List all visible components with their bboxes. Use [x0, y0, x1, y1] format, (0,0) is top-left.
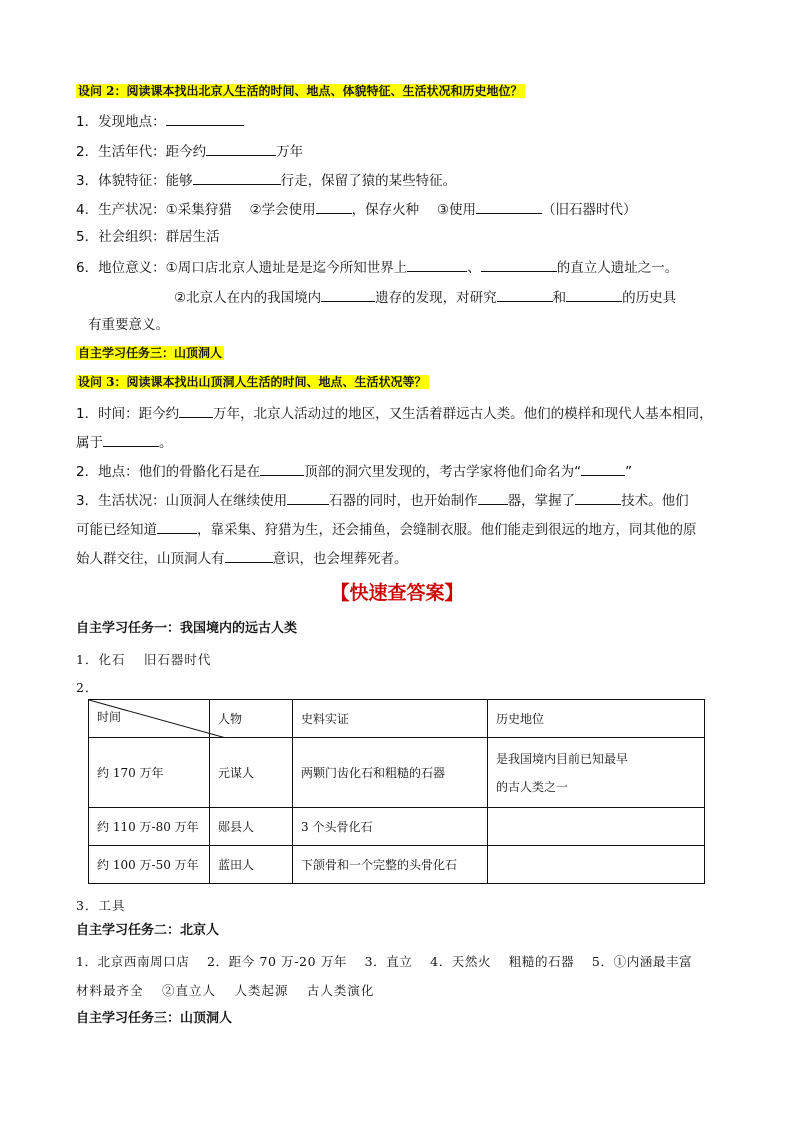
table-cell-evidence: 下颌骨和一个完整的头骨化石: [293, 846, 488, 884]
q2-line-5: 5．社会组织：群居生活: [76, 229, 220, 245]
q3-line-4: 3．生活状况：山顶洞人在继续使用 石器的同时，也开始制作 器，掌握了 技术。他们: [76, 490, 689, 510]
blank-field[interactable]: [497, 287, 553, 302]
blank-field[interactable]: [103, 432, 159, 447]
answer-2-line-1: 1．北京西南周口店 2．距今 70 万-20 万年 3．直立 4．天然火 粗糙的石器 5．①内涵最丰富: [76, 954, 693, 969]
q2-line-1: 1．发现地点：: [76, 111, 244, 131]
table-row: [89, 846, 705, 884]
q3-line-1: 1．时间：距今约 万年，北京人活动过的地区，又生活着群远古人类。他们的模样和现代人基本相同，: [76, 403, 713, 423]
q3-line-2: 属于 。: [76, 432, 173, 452]
blank-field[interactable]: [407, 257, 467, 272]
q2-line-8: 有重要意义。: [88, 317, 169, 333]
blank-field[interactable]: [193, 170, 281, 185]
q3-line-5: 可能已经知道 ，靠采集、狩猎为生，还会捕鱼，会缝制衣服。他们能走到很远的地方，同其他的原: [76, 519, 697, 539]
table-cell-person: 蓝田人: [210, 846, 293, 884]
table-header-time: 时间: [89, 700, 210, 738]
blank-field[interactable]: [157, 519, 197, 534]
answer-2-line-2: 材料最齐全 ②直立人 人类起源 古人类演化: [76, 983, 375, 998]
blank-field[interactable]: [260, 461, 304, 476]
q2-line-4: 4．生产状况：①采集狩猎 ②学会使用 ，保存火种 ③使用 （旧石器时代）: [76, 199, 637, 219]
blank-field[interactable]: [581, 461, 625, 476]
task-3-heading: 自主学习任务三：山顶洞人: [78, 346, 223, 360]
blank-field[interactable]: [575, 490, 621, 505]
blank-field[interactable]: [481, 257, 557, 272]
blank-field[interactable]: [476, 199, 542, 214]
answer-1-1: 1．化石 旧石器时代: [76, 652, 212, 667]
table-row: [89, 738, 705, 808]
blank-field[interactable]: [225, 548, 273, 563]
blank-field[interactable]: [166, 111, 244, 126]
table-cell-time: 约 100 万-50 万年: [89, 846, 210, 884]
answers-task-2-heading: 自主学习任务二：北京人: [76, 923, 220, 938]
answer-1-2-label: 2．: [76, 680, 99, 695]
blank-field[interactable]: [316, 199, 352, 214]
table-cell-person: 郧县人: [210, 808, 293, 846]
table-cell-time: 约 110 万-80 万年: [89, 808, 210, 846]
ancient-humans-table: [88, 699, 705, 884]
blank-field[interactable]: [566, 287, 622, 302]
answer-1-3: 3．工具: [76, 898, 126, 913]
q2-line-3: 3．体貌特征：能够 行走，保留了猿的某些特征。: [76, 170, 456, 190]
table-cell-person: 元谋人: [210, 738, 293, 808]
blank-field[interactable]: [478, 490, 508, 505]
table-header-evidence: 史料实证: [293, 700, 488, 738]
table-row: [89, 808, 705, 846]
q3-line-3: 2．地点：他们的骨骼化石是在 顶部的洞穴里发现的，考古学家将他们命名为“ ”: [76, 461, 632, 481]
table-header-status: 历史地位: [488, 700, 705, 738]
table-cell-evidence: 两颗门齿化石和粗糙的石器: [293, 738, 488, 808]
table-cell-evidence: 3 个头骨化石: [293, 808, 488, 846]
answers-task-3-heading: 自主学习任务三：山顶洞人: [76, 1011, 233, 1026]
blank-field[interactable]: [287, 490, 329, 505]
q3-line-6: 始人群交往，山顶洞人有 意识，也会埋葬死者。: [76, 548, 408, 568]
table-cell-time: 约 170 万年: [89, 738, 210, 808]
q2-line-7: ②北京人在内的我国境内 遗存的发现，对研究 和 的历史具: [174, 287, 676, 307]
answers-title: 【快速查答案】: [330, 582, 464, 604]
table-cell-status: [488, 808, 705, 846]
answers-task-1-heading: 自主学习任务一：我国境内的远古人类: [76, 621, 298, 636]
q2-line-2: 2．生活年代：距今约 万年: [76, 141, 303, 161]
table-cell-status: 是我国境内目前已知最早 的古人类之一: [488, 738, 705, 808]
blank-field[interactable]: [179, 403, 213, 418]
table-header-person: 人物: [210, 700, 293, 738]
table-cell-status: [488, 846, 705, 884]
blank-field[interactable]: [206, 141, 276, 156]
table-header-row: [89, 700, 705, 738]
blank-field[interactable]: [321, 287, 375, 302]
question-3-prompt: 设问 3：阅读课本找出山顶洞人生活的时间、地点、生活状况等？: [78, 375, 427, 389]
q2-line-6: 6．地位意义：①周口店北京人遗址是是迄今所知世界上 、 的直立人遗址之一。: [76, 257, 678, 277]
question-2-prompt: 设问 2：阅读课本找出北京人生活的时间、地点、体貌特征、生活状况和历史地位？: [78, 84, 523, 98]
